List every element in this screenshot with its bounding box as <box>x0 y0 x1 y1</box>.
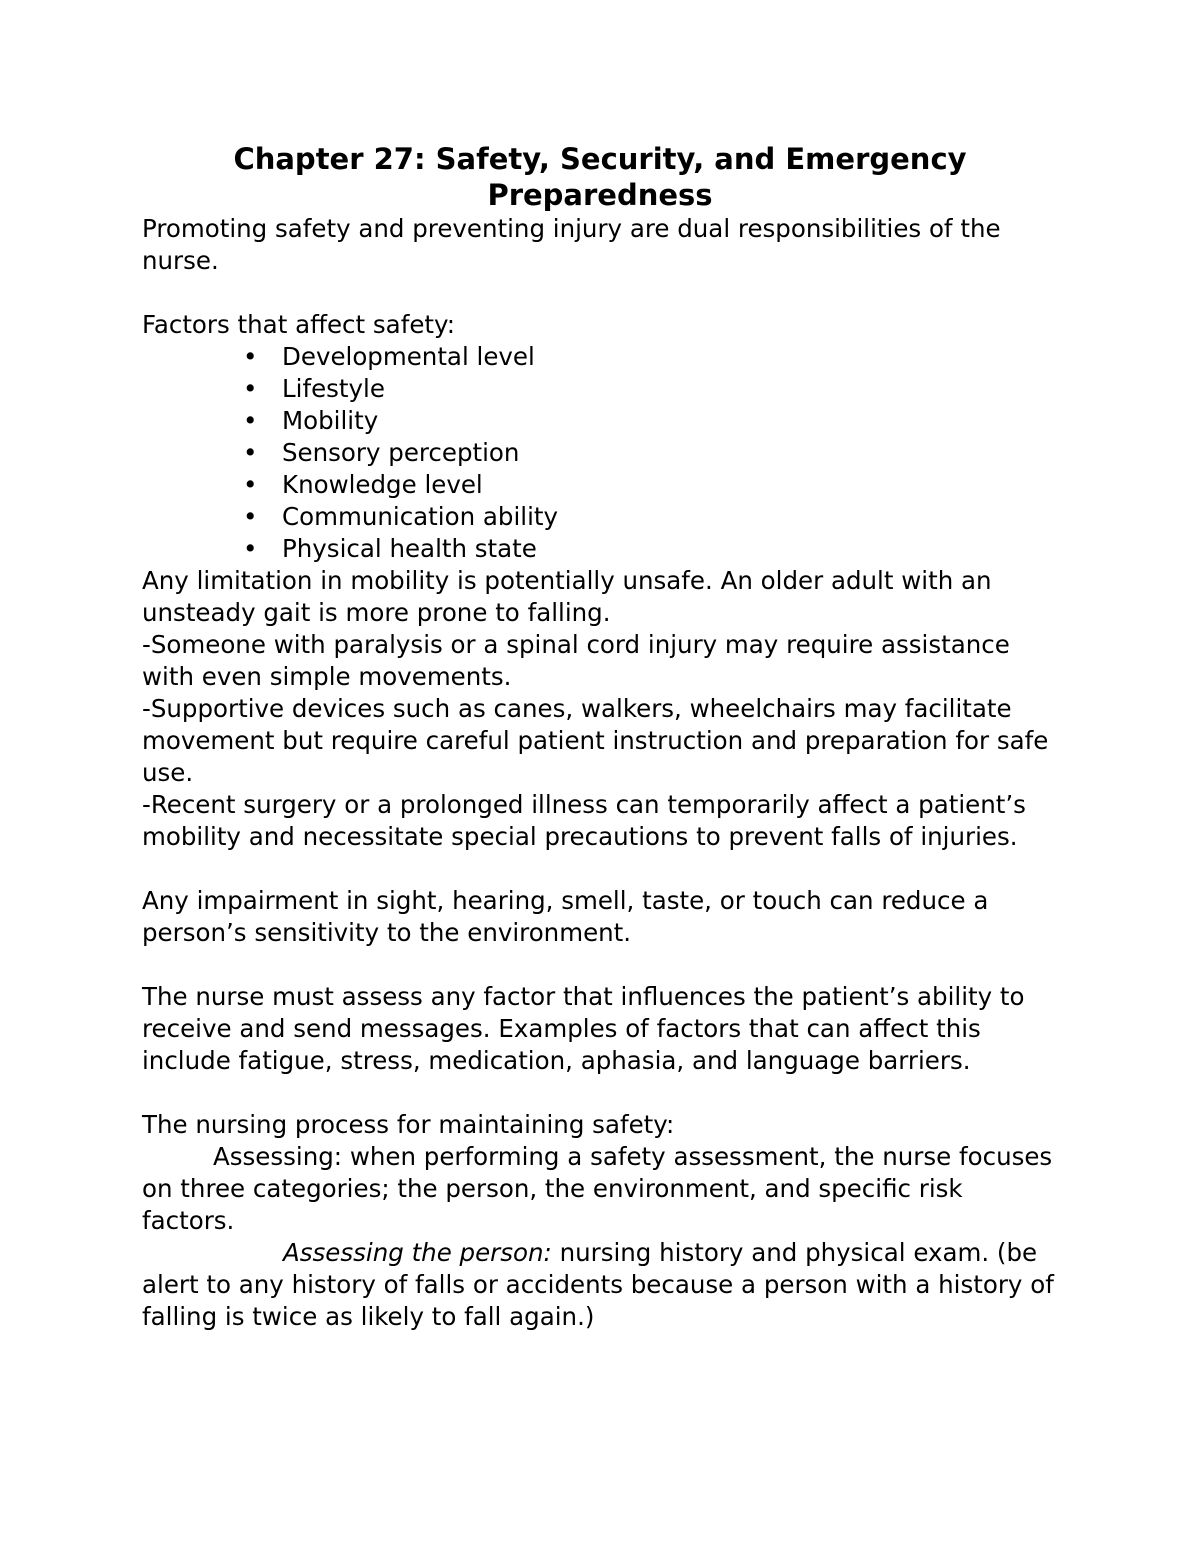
chapter-title-line-1: Chapter 27: Safety, Security, and Emergency <box>233 142 967 176</box>
list-item-label: Lifestyle <box>282 374 385 403</box>
sensory-paragraph: Any impairment in sight, hearing, smell, taste, or touch can reduce a person’s sensitivity to the environment. <box>142 886 989 947</box>
list-item-label: Physical health state <box>282 534 537 563</box>
bullet-icon: • <box>243 374 258 403</box>
factors-list <box>142 341 1062 565</box>
communication-paragraph: The nurse must assess any factor that influences the patient’s ability to receive and send messages. Examples of factors that can affect this include fatigue, stress, medication, aphasia, and language barriers. <box>142 982 1025 1075</box>
list-item <box>142 341 1062 373</box>
paralysis-paragraph: -Someone with paralysis or a spinal cord injury may require assistance with even simple movements. <box>142 630 1010 691</box>
list-item-label: Knowledge level <box>282 470 483 499</box>
assessing-person-text: nursing history and physical exam. (be alert to any history of falls or accidents because a person with a history of falling is twice as likely to fall again.) <box>142 1238 1054 1331</box>
bullet-icon: • <box>243 438 258 467</box>
chapter-title <box>142 141 1058 213</box>
recent-surgery-paragraph: -Recent surgery or a prolonged illness can temporarily affect a patient’s mobility and necessitate special precautions to prevent falls of injuries. <box>142 790 1026 851</box>
list-item-label: Mobility <box>282 406 379 435</box>
chapter-title-line-2: Preparedness <box>487 178 713 212</box>
assessing-person-paragraph <box>142 1237 1062 1333</box>
bullet-icon: • <box>243 534 258 563</box>
blank-line <box>142 949 1062 981</box>
list-item-label: Developmental level <box>282 342 535 371</box>
process-heading: The nursing process for maintaining safety: <box>142 1110 675 1139</box>
list-item <box>142 533 1062 565</box>
list-item-label: Sensory perception <box>282 438 520 467</box>
list-item <box>142 469 1062 501</box>
supportive-devices-paragraph: -Supportive devices such as canes, walkers, wheelchairs may facilitate movement but require careful patient instruction and preparation for safe use. <box>142 694 1049 787</box>
list-item <box>142 437 1062 469</box>
blank-line <box>142 1077 1062 1109</box>
bullet-icon: • <box>243 470 258 499</box>
assessing-text: Assessing: when performing a safety assessment, the nurse focuses on three categories; the person, the environment, and specific risk factors. <box>142 1142 1053 1235</box>
factors-heading: Factors that affect safety: <box>142 310 455 339</box>
list-item <box>142 373 1062 405</box>
bullet-icon: • <box>243 502 258 531</box>
intro-paragraph: Promoting safety and preventing injury are dual responsibilities of the nurse. <box>142 214 1001 275</box>
bullet-icon: • <box>243 406 258 435</box>
mobility-paragraph: Any limitation in mobility is potentially unsafe. An older adult with an unsteady gait is more prone to falling. <box>142 566 992 627</box>
list-item <box>142 501 1062 533</box>
assessing-person-label: Assessing the person: <box>283 1238 552 1267</box>
bullet-icon: • <box>243 342 258 371</box>
assessing-paragraph <box>142 1141 1062 1237</box>
list-item-label: Communication ability <box>282 502 558 531</box>
blank-line <box>142 277 1062 309</box>
list-item <box>142 405 1062 437</box>
blank-line <box>142 853 1062 885</box>
document-body <box>142 141 1062 1333</box>
